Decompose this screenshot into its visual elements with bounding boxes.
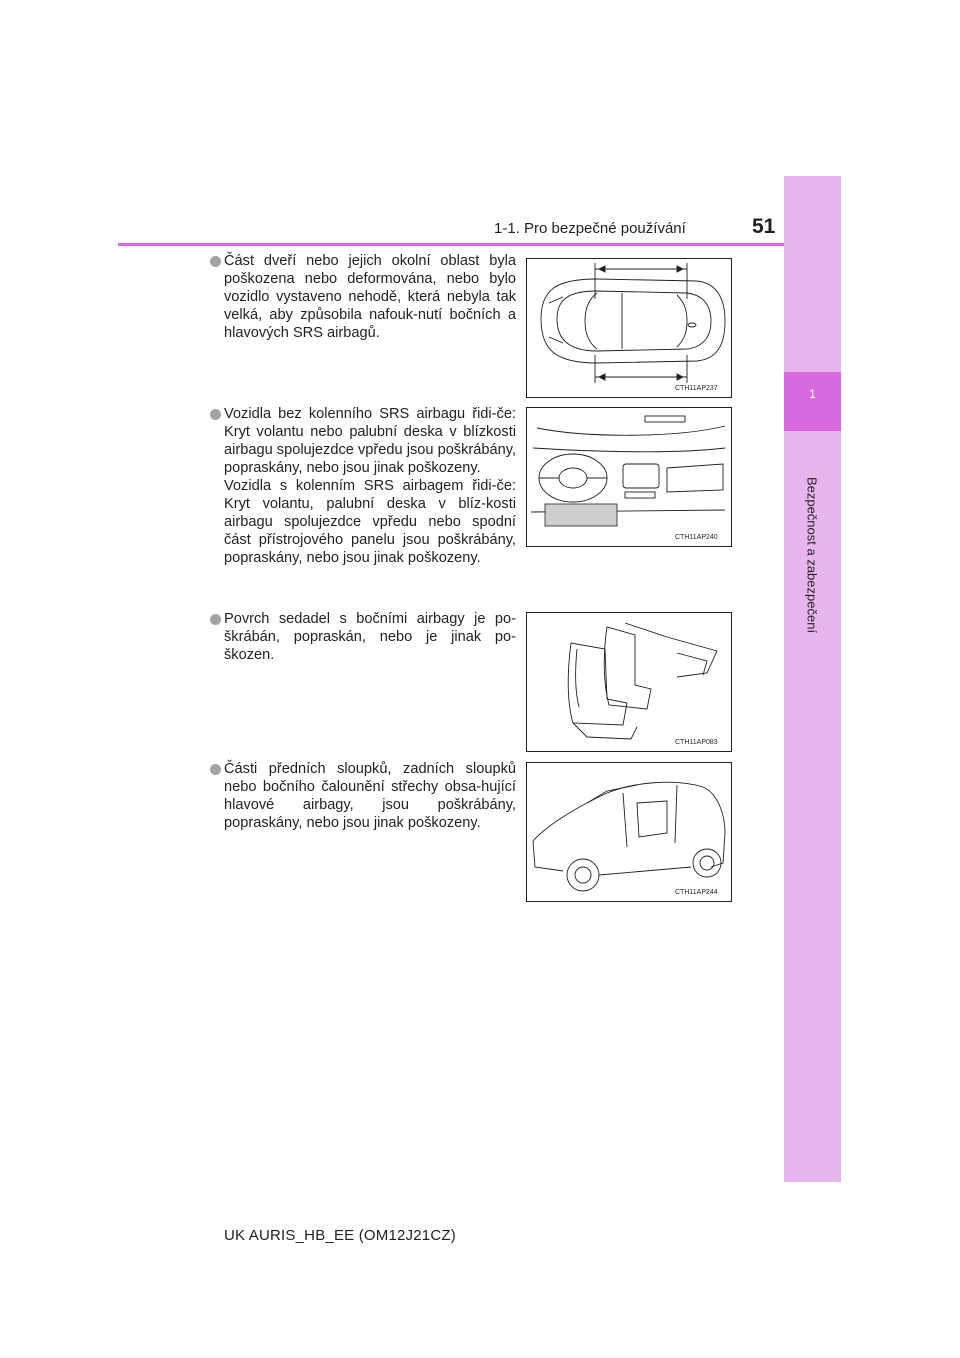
list-item — [224, 252, 516, 342]
figure-dashboard — [526, 407, 732, 547]
figure-code: CTH11AP244 — [675, 889, 718, 896]
list-item — [224, 405, 516, 567]
chapter-tab-title: Bezpečnost a zabezpečení — [804, 476, 820, 634]
bullet-icon — [210, 409, 221, 420]
figure-code: CTH11AP083 — [675, 739, 718, 746]
list-item — [224, 760, 516, 832]
figure-seats — [526, 612, 732, 752]
page-number: 51 — [752, 215, 776, 238]
item-text: Vozidla s kolenním SRS airbagem řidi-če: Kryt volantu, palubní deska v blíz-kosti airbagu spolujezdce vpředu nebo spodní část přístrojového panelu jsou poškrábány, popraskány, nebo jsou jinak poškozeny. — [224, 478, 516, 566]
chapter-tab-number: 1 — [809, 387, 816, 401]
list-item — [224, 610, 516, 664]
figure-code: CTH11AP240 — [675, 534, 718, 541]
figure-door-area — [526, 258, 732, 398]
dashboard-illustration — [527, 408, 731, 546]
car-top-view-illustration — [527, 259, 731, 397]
figure-code: CTH11AP237 — [675, 385, 718, 392]
item-text: Část dveří nebo jejich okolní oblast byla poškozena nebo deformována, nebo bylo vozidlo vystaveno nehodě, která nebyla tak velká, aby způsobila nafouk-nutí bočních a hlavových SRS airbagů. — [224, 253, 516, 341]
chapter-tab[interactable] — [784, 372, 841, 431]
bullet-icon — [210, 256, 221, 267]
header-rule — [118, 243, 784, 246]
item-text: Povrch sedadel s bočními airbagy je po-škrábán, popraskán, nebo je jinak po-škozen. — [224, 611, 516, 663]
bullet-icon — [210, 614, 221, 625]
footer-model-code: UK AURIS_HB_EE (OM12J21CZ) — [224, 1227, 456, 1244]
seats-illustration — [527, 613, 731, 751]
chapter-side-strip — [784, 176, 841, 1182]
car-side-illustration — [527, 763, 731, 901]
item-text: Části předních sloupků, zadních sloupků nebo bočního čalounění střechy obsa-hující hlavové airbagy, jsou poškrábány, popraskány, nebo jsou jinak poškozeny. — [224, 761, 516, 831]
item-text: Vozidla bez kolenního SRS airbagu řidi-če: Kryt volantu nebo palubní deska v blízkosti airbagu spolujezdce vpředu jsou poškrábány, popraskány, nebo jsou jinak poškozeny. — [224, 406, 516, 476]
figure-pillars — [526, 762, 732, 902]
bullet-icon — [210, 764, 221, 775]
header-section-title: 1-1. Pro bezpečné používání — [494, 220, 686, 237]
